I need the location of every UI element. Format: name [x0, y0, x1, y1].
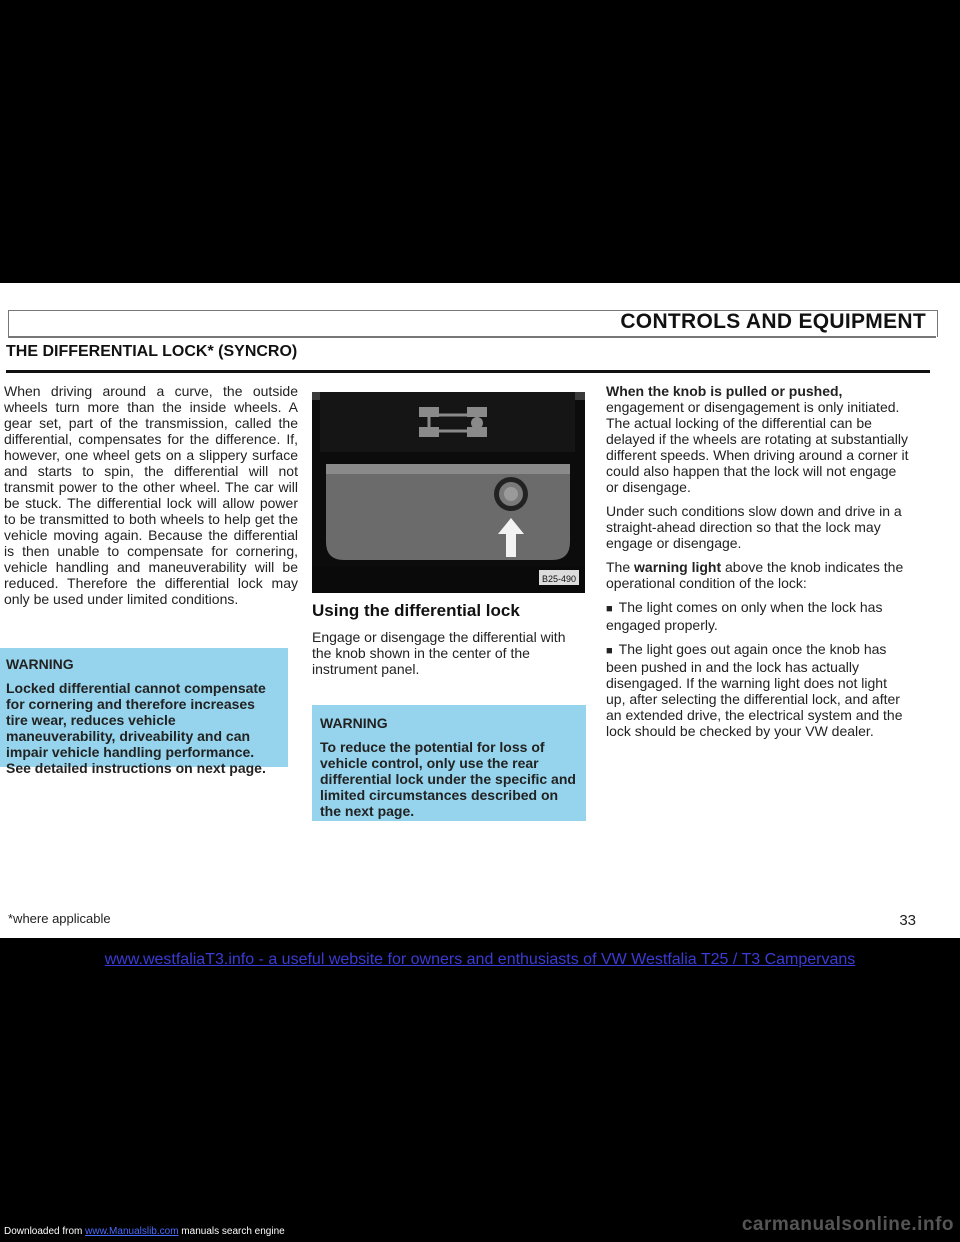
instrument-panel-photo	[312, 392, 585, 593]
header-divider	[8, 336, 936, 338]
column-usage	[312, 603, 588, 685]
warning-light-end: above the knob indicates the operational condition of the lock:	[606, 559, 904, 591]
section-title: THE DIFFERENTIAL LOCK* (SYNCRO)	[6, 343, 298, 360]
bullet-item-disengaged	[606, 641, 909, 739]
warning-light-term: warning light	[634, 559, 722, 575]
footnote: *where applicable	[8, 911, 111, 926]
warning-light-start: The	[606, 559, 635, 575]
page-number: 33	[899, 912, 916, 929]
section-divider	[6, 370, 930, 373]
warning-box-center	[312, 705, 586, 821]
download-suffix: manuals search engine	[178, 1226, 285, 1237]
knob-rest: engagement or disengagement is only initiated. The actual locking of the differential can be delayed if the wheels are rotating at substantially different speeds. When driving around a corner it could also happen that the lock will not engage or disengage.	[606, 399, 909, 495]
intro-paragraph: When driving around a curve, the outside wheels turn more than the inside wheels. A gear set, part of the transmission, called the differential, compensates for the difference. If, however, one wheel gets on a slippery surface and starts to spin, the differential will not transmit power to the other wheel. The car will be stuck. The differential lock will allow power to be transmitted to both wheels to help get the vehicle moving again. Because the differential is then unable to compensate for cornering, vehicle handling and maneuverability will be reduced. Therefore the differential lock may only be used under limited conditions.	[4, 383, 298, 607]
photo-code: B25-490	[541, 574, 577, 584]
instrument-panel-illustration	[312, 392, 585, 593]
column-operation	[606, 383, 909, 747]
manual-page	[0, 283, 960, 938]
usage-paragraph: Engage or disengage the differential with the knob shown in the center of the instrument panel.	[312, 629, 566, 677]
knob-lead: When the knob is pulled or pushed,	[606, 383, 843, 399]
watermark-link[interactable]: www.westfaliaT3.info - a useful website for owners and enthusiasts of VW Westfalia T25 / T3 Campervans	[104, 951, 856, 968]
warning-text: Locked differential cannot compensate for cornering and therefore increases tire wear, reduces vehicle maneuverability, driveability and can impair vehicle handling performance. See detailed instructions on next page.	[6, 680, 266, 776]
site-brand: carmanualsonline.info	[741, 1214, 954, 1235]
download-prefix: Downloaded from	[4, 1226, 86, 1237]
usage-heading: Using the differential lock	[312, 601, 520, 620]
bullet-text-engaged: The light comes on only when the lock has engaged properly.	[606, 599, 883, 633]
slow-down-paragraph: Under such conditions slow down and drive in a straight-ahead direction so that the lock may engage or disengage.	[606, 503, 902, 551]
warning-box-left	[0, 648, 288, 776]
bullet-text-disengaged: The light goes out again once the knob has been pushed in and the lock has actually disengaged. If the warning light does not light up, after selecting the differential lock, and after an extended drive, the electrical system and the lock should be checked by your VW dealer.	[606, 641, 903, 739]
warning-light-paragraph	[606, 559, 909, 591]
manualslib-link[interactable]: www.Manualslib.com	[85, 1226, 179, 1237]
header-title: CONTROLS AND EQUIPMENT	[620, 310, 926, 333]
warning-text-center: To reduce the potential for loss of vehicle control, only use the rear differential lock under the specific and limited circumstances described on the next page.	[320, 739, 576, 819]
column-intro	[0, 383, 298, 615]
warning-title-center: WARNING	[320, 715, 388, 731]
bullet-item-engaged	[606, 599, 909, 633]
knob-paragraph	[606, 383, 909, 495]
warning-title: WARNING	[6, 656, 74, 672]
download-notice	[4, 1226, 285, 1237]
differential-knob-icon	[494, 477, 528, 511]
